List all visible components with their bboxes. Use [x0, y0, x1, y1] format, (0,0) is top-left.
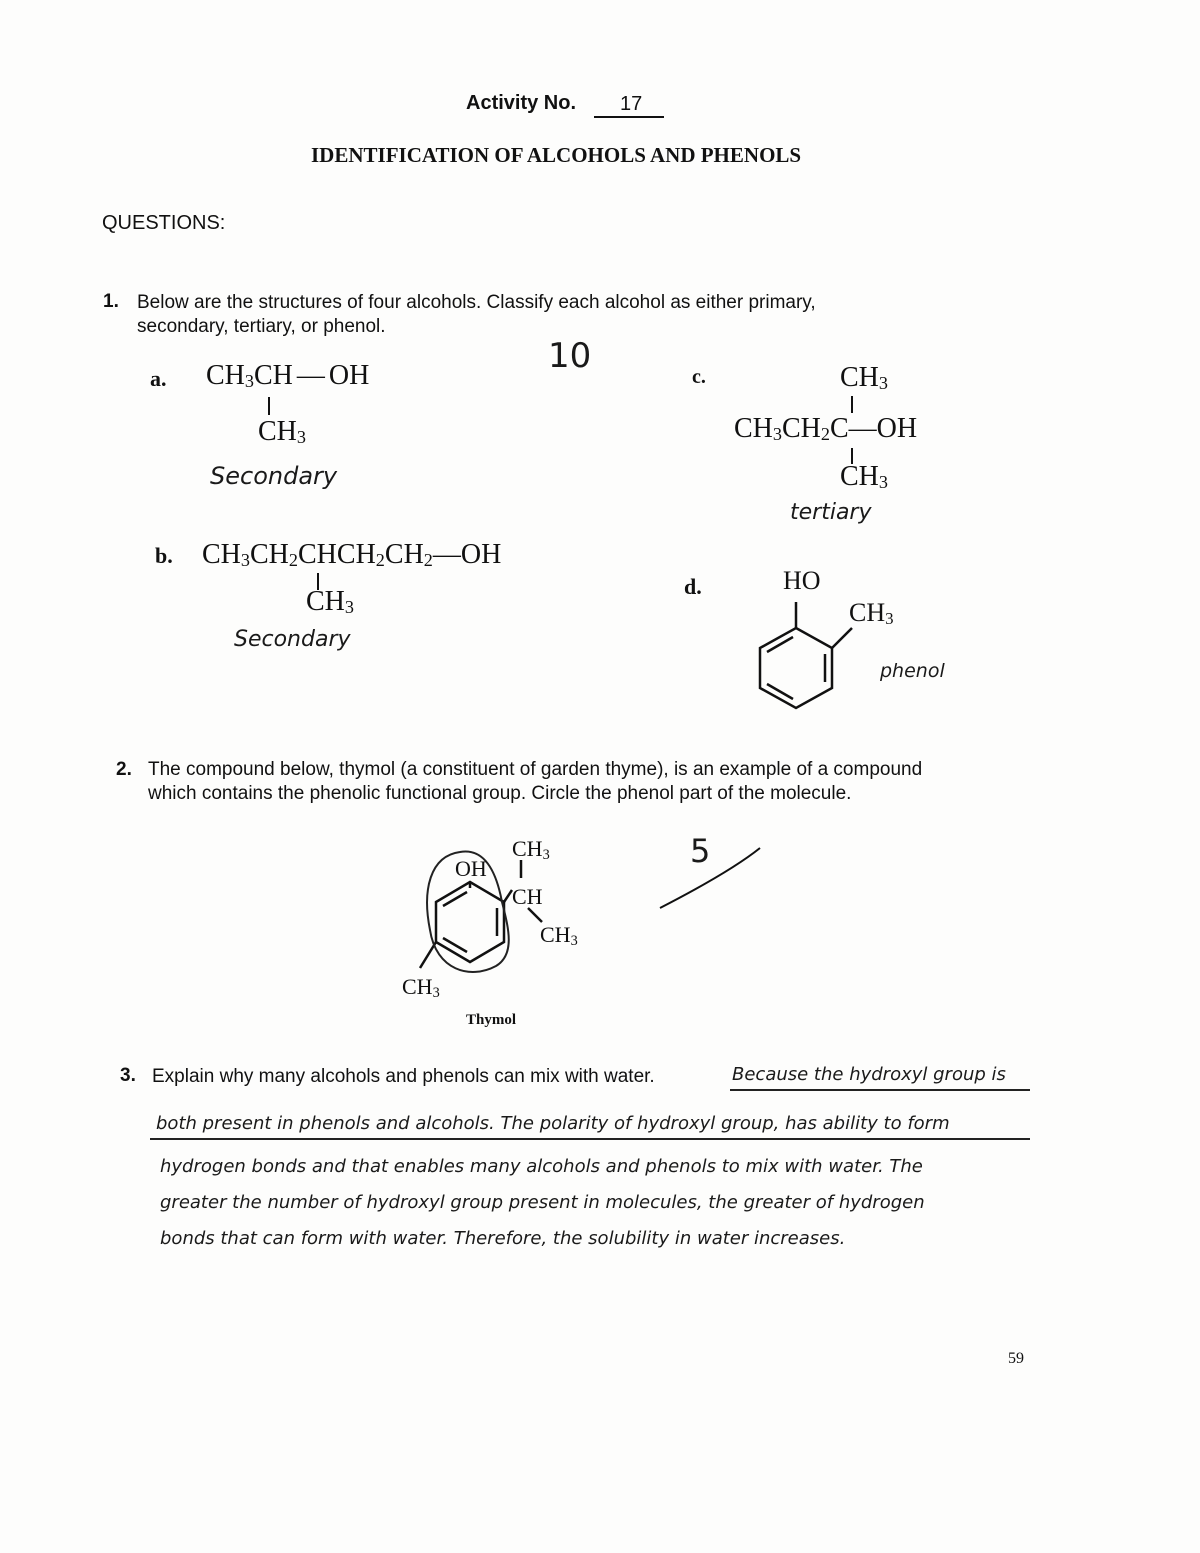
q2-text-line1: The compound below, thymol (a constituent of garden thyme), is an example of a compound — [148, 759, 923, 780]
page-title: IDENTIFICATION OF ALCOHOLS AND PHENOLS — [311, 143, 802, 167]
q1a-formula-branch: $CH_3$ — [258, 416, 306, 447]
q1b-answer: Secondary — [234, 627, 351, 652]
q1c-bond-top — [851, 396, 853, 413]
q1b-formula-main: $CH_3CH_2CHCH_2CH_2—OH$ — [202, 539, 502, 570]
q1c-formula-main: $CH_3CH_2C—OH$ — [734, 413, 918, 444]
q1a-label: a. — [150, 366, 167, 391]
thymol-ch3-right: $CH_3$ — [540, 922, 578, 949]
q1c-label: c. — [692, 366, 706, 388]
q1b-label: b. — [155, 543, 173, 568]
thymol-oh-label: OH — [455, 856, 487, 881]
q1-number: 1. — [103, 291, 119, 312]
score-q2: 5 — [690, 832, 711, 870]
thymol-ch3-bottom: $CH_3$ — [402, 974, 440, 1001]
answer-rule-1 — [730, 1089, 1030, 1091]
q3-prompt: Explain why many alcohols and phenols can mix with water. — [152, 1066, 655, 1087]
q3-answer-line3: hydrogen bonds and that enables many alcohols and phenols to mix with water. The — [160, 1156, 923, 1177]
q1d-answer: phenol — [880, 660, 945, 682]
page-number: 59 — [1008, 1350, 1024, 1367]
q1-text-line2: secondary, tertiary, or phenol. — [137, 316, 386, 337]
q3-number: 3. — [120, 1065, 136, 1086]
q1a-bond — [268, 397, 270, 415]
q1b-formula-branch: $CH_3$ — [306, 586, 354, 617]
thymol-caption: Thymol — [466, 1012, 517, 1028]
q1a-answer: Secondary — [210, 462, 338, 490]
q1d-ho-label: HO — [783, 566, 821, 595]
q3-answer-line1: Because the hydroxyl group is — [732, 1064, 1006, 1085]
q1d-ch3-label: $CH_3$ — [849, 598, 894, 628]
answer-rule-2 — [150, 1138, 1030, 1140]
q1a-formula-main: $CH_3CH$ — OH — [206, 360, 370, 391]
q2-text-line2: which contains the phenolic functional group. Circle the phenol part of the molecule. — [148, 783, 852, 804]
q1-text-line1: Below are the structures of four alcohols. Classify each alcohol as either primary, — [137, 292, 816, 313]
q2-number: 2. — [116, 759, 132, 780]
thymol-ch-label: CH — [512, 884, 543, 909]
q1c-answer: tertiary — [790, 500, 872, 525]
q1d-benzene-ring — [740, 590, 860, 710]
activity-number: 17 — [620, 93, 643, 115]
activity-label-text: Activity No. — [466, 92, 577, 114]
section-heading: QUESTIONS: — [102, 212, 226, 234]
q3-answer-line5: bonds that can form with water. Therefore, the solubility in water increases. — [160, 1228, 846, 1249]
thymol-ch3-top: $CH_3$ — [512, 836, 550, 863]
activity-label — [466, 92, 576, 115]
activity-number-underline — [594, 116, 664, 118]
q3-answer-line4: greater the number of hydroxyl group present in molecules, the greater of hydrogen — [160, 1192, 925, 1213]
q3-answer-line2: both present in phenols and alcohols. The polarity of hydroxyl group, has ability to form — [156, 1113, 950, 1134]
q1c-formula-bottom: $CH_3$ — [840, 461, 888, 492]
q1d-label: d. — [684, 574, 702, 599]
q1c-formula-top: $CH_3$ — [840, 362, 888, 393]
score-q2-slash — [655, 840, 765, 915]
score-q1: 10 — [548, 336, 592, 376]
